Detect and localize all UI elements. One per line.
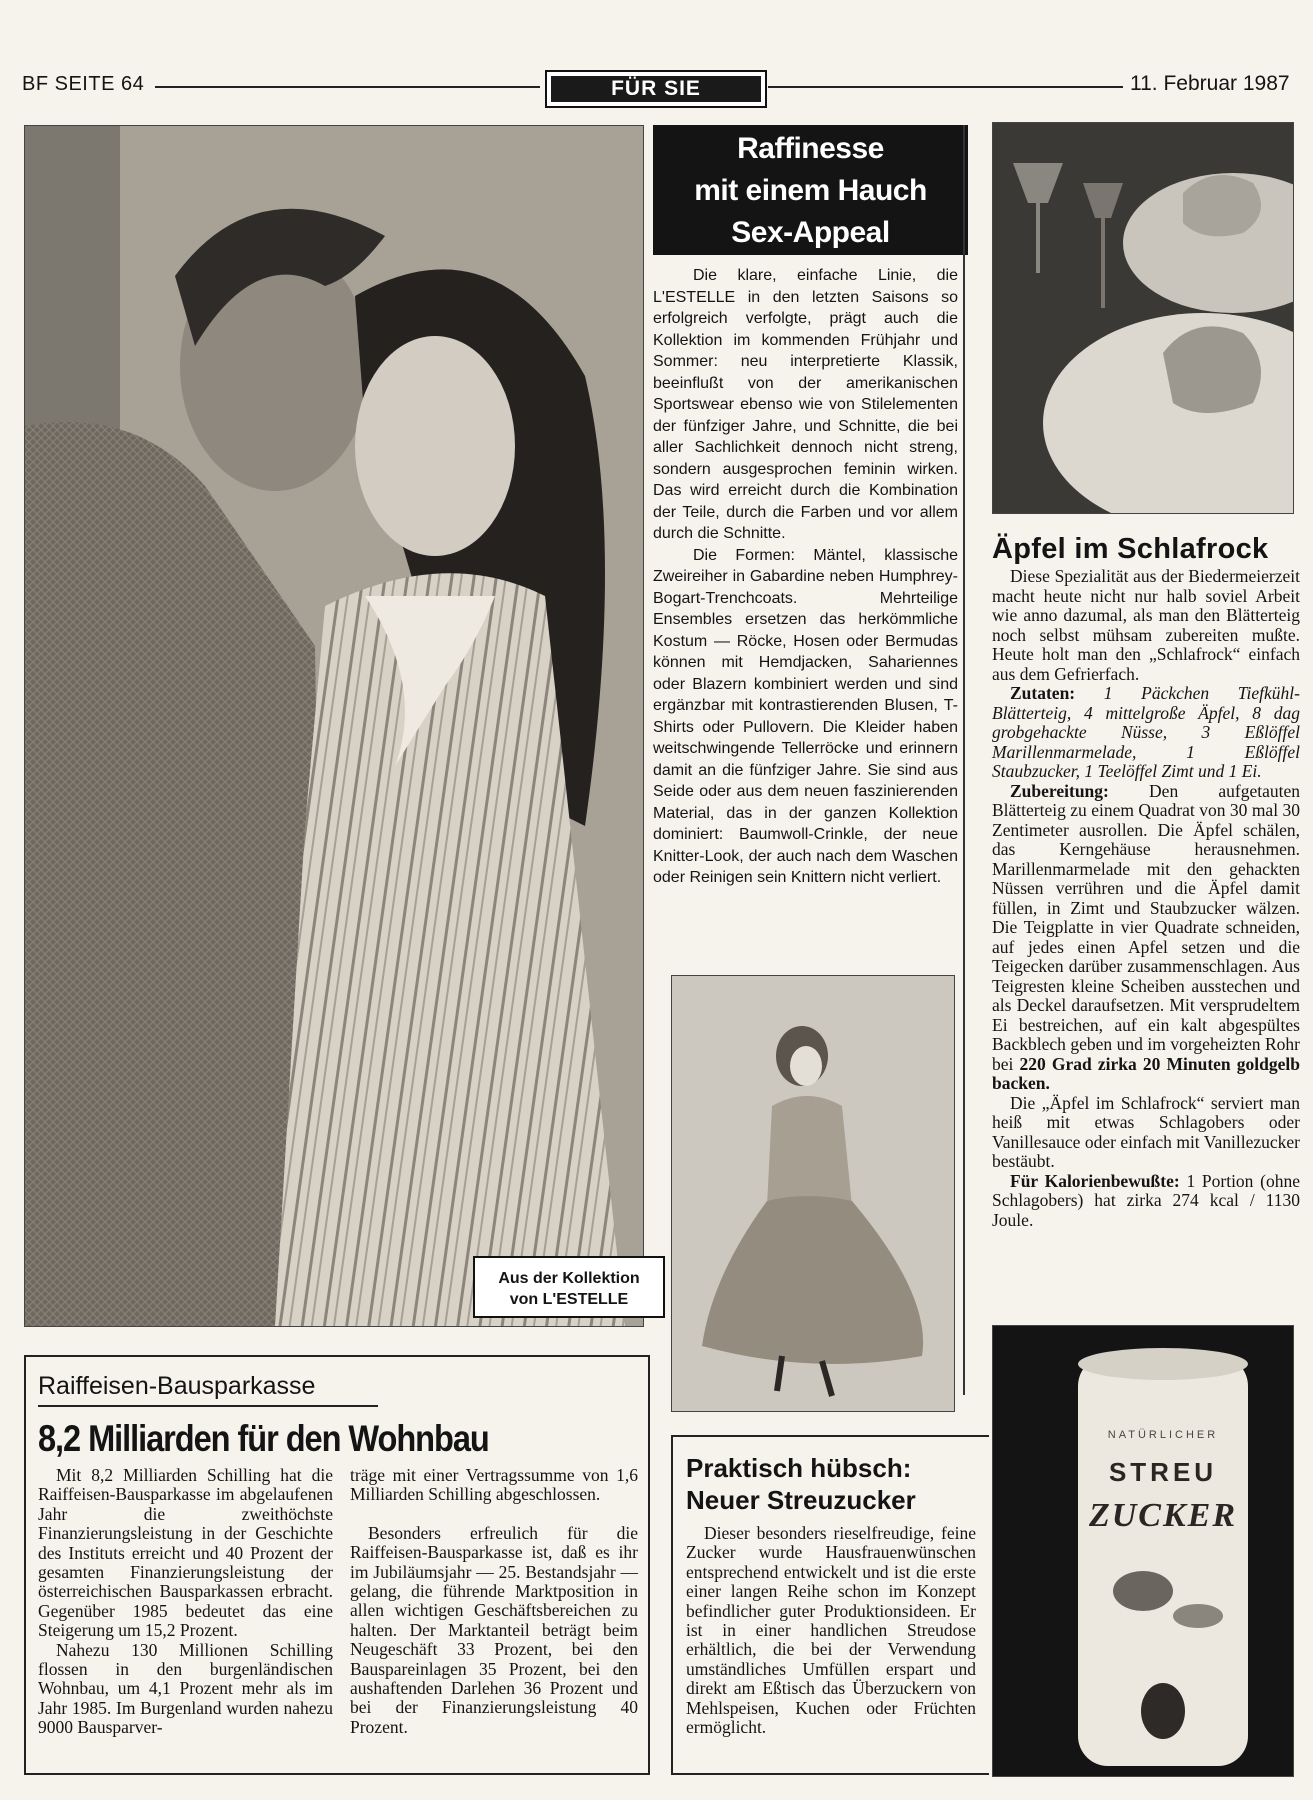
sugar-paragraph: Dieser besonders rieselfreudige, feine Zucker wurde Hausfrauenwünschen entsprechend entwickelt und ist die erste einer langen Reihe schon im Konzept befindlicher guter Produktionsideen. Er ist in einer handlichen Streudose erhältlich, die bei der Verwendung umständliches Umfüllen erspart und direkt am Eßtisch das Überzuckern von Mehlspeisen, Kuchen oder Früchten ermöglicht. <box>686 1523 976 1738</box>
sugar-box-photo <box>992 1325 1294 1777</box>
recipe-body <box>992 567 1300 1230</box>
section-banner <box>545 70 767 108</box>
recipe-ingredients <box>992 684 1300 782</box>
bank-paragraph: Mit 8,2 Milliarden Schilling hat die Raiffeisen-Bausparkasse im abgelaufenen Jahr die zweithöchste Finanzierungsleistung in der Geschichte des Instituts erreicht und 40 Prozent der gesamten Finanzierungsleistung der österreichischen Bausparkassen erbracht. Gegenüber 1985 bedeutet das eine Steigerung um 15,2 Prozent. <box>38 1465 333 1641</box>
box-label-streu: STREU <box>1108 1457 1218 1487</box>
bank-paragraph: träge mit einer Vertragssumme von 1,6 Milliarden Schilling abgeschlossen. <box>350 1465 638 1505</box>
kicker-rule <box>38 1405 378 1407</box>
bank-article-title: 8,2 Milliarden für den Wohnbau <box>38 1418 489 1459</box>
fashion-headline <box>653 125 968 255</box>
box-label-zucker: ZUCKER <box>1088 1497 1238 1534</box>
preparation-text: Den aufgetauten Blätterteig zu einem Quadrat von 30 mal 30 Zentimeter ausrollen. Die Äpfel schälen, das Kerngehäuse herausnehmen. Marillenmarmelade mit den gehackten Nüssen verrühren und die Äpfel damit füllen, in Zimt und Staubzucker wälzen. Die Teigplatte in vier Quadrate schneiden, auf jedes einen Apfel setzen und die Teigecken darüber zusammenschlagen. Aus Teigresten kleine Scheiben ausstechen und als Deckel daraufsetzen. Mit versprudeltem Ei bestreichen, auf ein kalt abgespültes Backblech geben und im vorgeheizten Rohr bei <box>992 780 1301 1074</box>
box-label-top: NATÜRLICHER <box>1107 1429 1219 1441</box>
dessert-photo <box>992 122 1294 514</box>
photo-caption <box>473 1256 665 1318</box>
ingredients-list: 1 Päckchen Tiefkühl-Blätterteig, 4 mittelgroße Äpfel, 8 dag grobgehackte Nüsse, 3 Eßlöffel Marillenmarmelade, 1 Eßlöffel Staubzucker, 1 Teelöffel Zimt und 1 Ei. <box>992 683 1300 781</box>
caption-line-2: von L'ESTELLE <box>509 1291 629 1308</box>
fashion-article-body <box>653 265 958 889</box>
headline-line-3: Sex-Appeal <box>731 216 890 249</box>
fashion-paragraph: Die Formen: Mäntel, klassische Zweireiher in Gabardine neben Humphrey-Bogart-Trenchcoats. Mehrteilige Ensembles ersetzen das herkömmliche Kostum — Röcke, Hosen oder Bermudas können mit Hemdjacken, Sahariennes oder Blazern kombiniert werden und sind ergänzbar mit kontrastierenden Blusen, T-Shirts oder Pullovern. Die Kleider haben weitschwingende Tellerröcke und erinnern damit an die fünfziger Jahre. Sie sind aus Seide oder aus dem neuen faszinierenden Material, das in der ganzen Kollektion dominiert: Baumwoll-Crinkle, der neue Knitter-Look, der auch nach dem Waschen oder Reinigen sein Knittern nicht verliert. <box>653 546 958 886</box>
couple-photo <box>24 125 644 1327</box>
bank-article-col-1 <box>38 1466 333 1738</box>
ingredients-label: Zutaten: <box>1010 683 1076 703</box>
page-number: BF SEITE 64 <box>22 73 145 95</box>
sugar-title-line-2: Neuer Streuzucker <box>686 1485 916 1515</box>
recipe-preparation <box>992 782 1300 1094</box>
header-rule-left <box>155 86 540 88</box>
preparation-bake: 220 Grad zirka 20 Minuten goldgelb backen. <box>992 1053 1300 1093</box>
calories-text: 1 Portion (ohne Schlagobers) hat zirka 274 kcal / 1130 Joule. <box>992 1170 1300 1230</box>
fashion-model-photo <box>671 975 955 1412</box>
fashion-paragraph: Die klare, einfache Linie, die L'ESTELLE in den letzten Saisons so erfolgreich verfolgte, prägt auch die Kollektion im kommenden Frühjahr und Sommer: neu interpretierte Klassik, beeinflußt von der amerikanischen Sportswear ebenso wie von Stilelementen der fünfziger Jahre, und Schnitte, die bei aller Sachlichkeit dennoch nicht streng, sondern ausgesprochen feminin wirken. Das wird erreicht durch die Kombination der Teile, durch die Farben und vor allem durch die Schnitte. <box>653 267 958 542</box>
preparation-label: Zubereitung: <box>1010 780 1109 801</box>
bank-paragraph: Besonders erfreulich für die Raiffeisen-Bausparkasse ist, daß es ihr im Jubiläumsjahr — 25. Bestandsjahr — gelang, die führende Marktposition in allen wichtigen Geschäftsbereichen zu halten. Der Marktanteil beträgt beim Neugeschäft 33 Prozent, bei den Bauspareinlagen 35 Prozent, bei den aushaftenden Darlehen 36 Prozent und bei der Finanzierungsleistung 40 Prozent. <box>350 1522 638 1737</box>
header-rule-right <box>768 86 1123 88</box>
headline-line-1: Raffinesse <box>737 132 884 165</box>
recipe-serving: Die „Äpfel im Schlafrock“ serviert man heiß mit etwas Schlagobers oder Vanillesauce oder einfach mit Vanillezucker bestäubt. <box>992 1092 1300 1171</box>
recipe-intro: Diese Spezialität aus der Biedermeierzeit macht heute nicht nur halb soviel Arbeit wie anno dazumal, als man den Blätterteig noch selbst mühsam zubereiten mußte. Heute holt man den „Schlafrock“ einfach aus dem Gefrierfach. <box>992 566 1300 684</box>
sugar-article-body <box>686 1524 976 1737</box>
column-rule <box>963 125 965 1395</box>
sugar-article-title <box>686 1452 916 1516</box>
bank-paragraph: Nahezu 130 Millionen Schilling flossen in den burgenländischen Wohnbau, um 4,1 Prozent mehr als im Jahr 1985. Im Burgenland wurden nahezu 9000 Bausparver- <box>38 1639 333 1738</box>
sugar-title-line-1: Praktisch hübsch: <box>686 1453 912 1483</box>
headline-line-2: mit einem Hauch <box>694 174 927 207</box>
bank-article-col-2 <box>350 1466 638 1737</box>
caption-line-1: Aus der Kollektion <box>498 1270 640 1287</box>
issue-date: 11. Februar 1987 <box>1130 72 1290 95</box>
section-title: FÜR SIE <box>551 76 761 102</box>
recipe-title: Äpfel im Schlafrock <box>992 533 1269 565</box>
calories-label: Für Kalorienbewußte: <box>1010 1170 1180 1191</box>
recipe-calories <box>992 1172 1300 1231</box>
bank-article-kicker: Raiffeisen-Bausparkasse <box>38 1372 316 1400</box>
